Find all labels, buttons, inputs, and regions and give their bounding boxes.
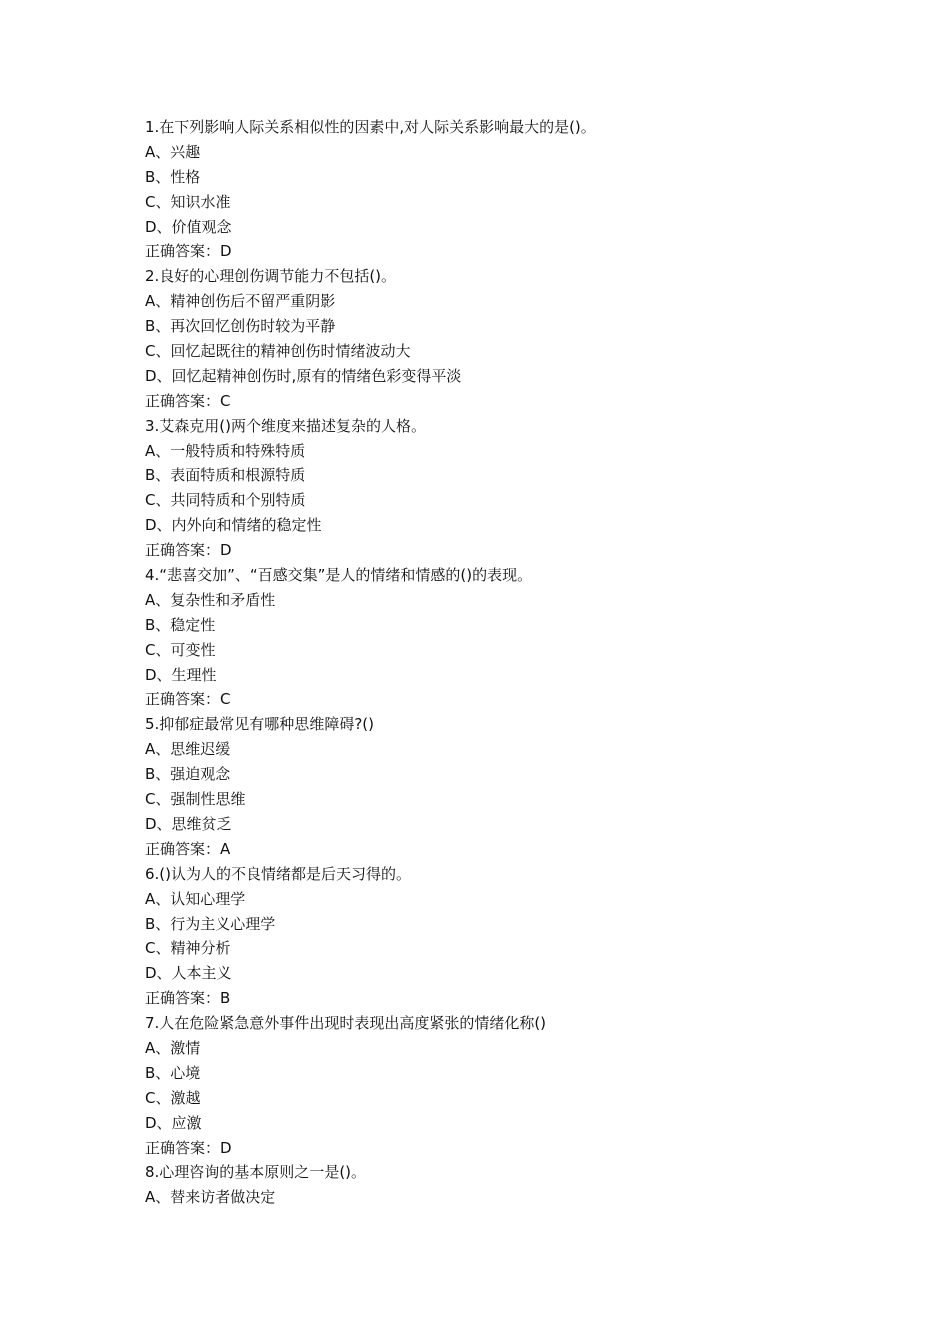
correct-answer: 正确答案：A [145,839,231,858]
question-option: B、稳定性 [145,615,216,634]
question-stem: 1.在下列影响人际关系相似性的因素中,对人际关系影响最大的是()。 [145,118,596,136]
question-option: B、表面特质和根源特质 [145,466,306,485]
question-stem: 6.()认为人的不良情绪都是后天习得的。 [145,864,412,883]
correct-answer: 正确答案：B [145,989,231,1008]
question-option: D、思维贫乏 [145,814,232,833]
question-option: B、强迫观念 [145,765,231,784]
question-stem: 2.良好的心理创伤调节能力不包括()。 [145,267,397,286]
question-block [145,563,845,712]
correct-answer: 正确答案：D [145,1138,232,1157]
question-option: A、替来访者做决定 [145,1188,276,1207]
question-block [145,1160,845,1210]
question-option: A、激情 [145,1038,201,1057]
question-option: A、认知心理学 [145,889,246,908]
question-option: D、生理性 [145,665,217,684]
correct-answer: 正确答案：D [145,541,232,560]
question-option: C、回忆起既往的精神创伤时情绪波动大 [145,342,411,361]
question-block [145,115,845,264]
question-stem: 5.抑郁症最常见有哪种思维障碍?() [145,715,374,734]
question-block [145,414,845,563]
question-option: C、强制性思维 [145,790,246,809]
question-option: D、应激 [145,1113,202,1132]
question-option: B、心境 [145,1063,201,1082]
correct-answer: 正确答案：D [145,242,232,261]
question-block [145,1011,845,1160]
question-stem: 3.艾森克用()两个维度来描述复杂的人格。 [145,416,427,435]
question-stem: 7.人在危险紧急意外事件出现时表现出高度紧张的情绪化称() [145,1014,547,1033]
question-option: D、价值观念 [145,217,232,236]
correct-answer: 正确答案：C [145,690,231,709]
correct-answer: 正确答案：C [145,391,231,410]
question-option: A、兴趣 [145,142,201,161]
question-option: B、行为主义心理学 [145,914,276,933]
question-list [145,115,845,1210]
question-option: C、共同特质和个别特质 [145,491,306,510]
question-option: B、性格 [145,167,201,186]
question-option: D、内外向和情绪的稳定性 [145,516,322,535]
question-option: D、回忆起精神创伤时,原有的情绪色彩变得平淡 [145,366,462,385]
question-option: C、精神分析 [145,939,231,958]
question-stem: 4.“悲喜交加”、“百感交集”是人的情绪和情感的()的表现。 [145,566,533,585]
question-stem: 8.心理咨询的基本原则之一是()。 [145,1163,367,1182]
question-option: A、一般特质和特殊特质 [145,441,306,460]
question-option: C、可变性 [145,640,216,659]
question-block [145,862,845,1011]
question-option: A、复杂性和矛盾性 [145,590,276,609]
question-option: A、思维迟缓 [145,740,231,759]
question-option: D、人本主义 [145,964,232,983]
question-block [145,264,845,413]
question-option: A、精神创伤后不留严重阴影 [145,292,336,311]
question-option: B、再次回忆创伤时较为平静 [145,317,336,336]
question-option: C、知识水准 [145,192,231,211]
question-option: C、激越 [145,1088,201,1107]
question-block [145,712,845,861]
